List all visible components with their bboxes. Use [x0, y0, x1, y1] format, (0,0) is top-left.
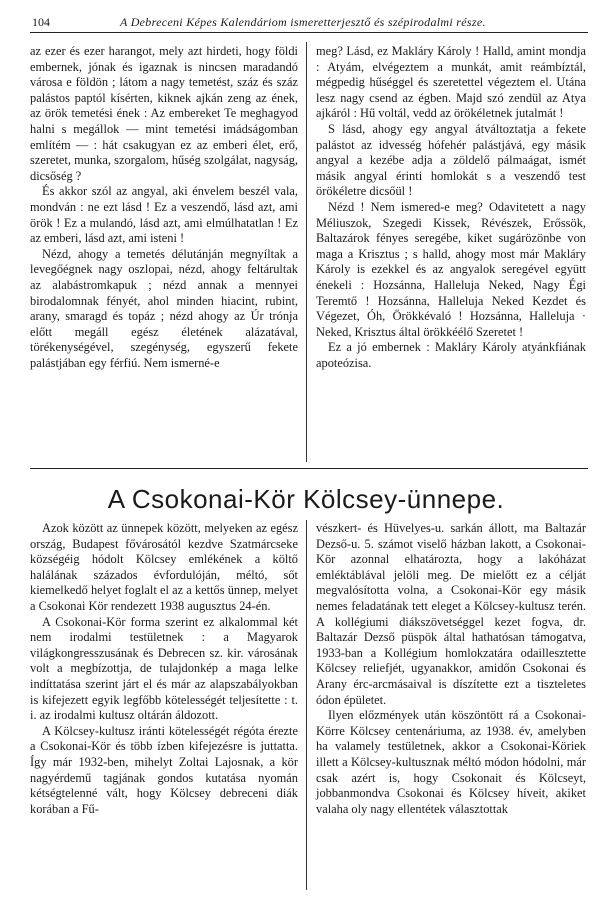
paragraph: meg? Lásd, ez Makláry Károly ! Halld, amint mondja : Atyám, elvégeztem a munkát, amit reámbíztál, mégpedig hűséggel és szeretettel végeztem el. Utána lesz nagy csend az égben. Majd szó zendül az Atya ajkáról : Hű voltál, vedd az örökéletnek jutalmát ! — [316, 44, 586, 121]
column-divider-top — [306, 42, 307, 462]
section-separator — [30, 468, 588, 469]
paragraph: Azok között az ünnepek között, melyeken az egész ország, Budapest fővárosától kezdve Szatmárcseke községéig hódolt Kölcsey emlékének a költő halálának százados évfordulóján, méltó, sőt kiemelkedő helyet foglalt el az a kettős ünnep, melyet a Csokonai Kör rendezett 1938 augusztus 24-én. — [30, 521, 298, 613]
article-title: A Csokonai-Kör Kölcsey-ünnepe. — [107, 484, 505, 514]
bottom-left-column — [30, 521, 298, 817]
paragraph: Ilyen előzmények után köszöntött rá a Csokonai-Körre Kölcsey centenáriuma, az 1938. év, amelyben ha valamely testületnek, akkor a Csokonai-Köriek illett a Kölcsey-kultusznak méltó módon hódolni, már csak azért is, hogy Csokonait és Kölcseyt, jobbanmondva Csokonai és Kölcsey híveit, akiket valaha oly nagy ellentétek választottak — [316, 708, 586, 816]
paragraph: Nézd, ahogy a temetés délutánján megnyíltak a levegőégnek nagy oszlopai, nézd, ahogy feltárultak az alabástromkapuk ; nézd annak a mennyei birodalomnak fényét, ahol minden hiacint, rubint, arany, smaragd és topáz ; nézd ahogy az Úr trónja előtt megáll egész életének alázatával, törékenységével, szegénység, egyszerű fekete palástjában egy férfiú. Nem ismerné-e — [30, 246, 298, 370]
paragraph: A Csokonai-Kör forma szerint ez alkalommal két nem irodalmi testületnek : a Magyarok világkongresszusának és Debrecen sz. kir. városának volt a megbízottja, de tulajdonkép a maga lelke indíttatása szerint járt el és már az alapszabályokban is kifejezett egyik legfőbb kötelességét teljesítette : t. i. az irodalmi kultusz oltárán áldozott. — [30, 614, 298, 723]
paragraph: S lásd, ahogy egy angyal átváltoztatja a fekete palástot az idvesség hófehér palástjává, egy másik angyal a kezébe adja a zöldelő pálmaágat, ismét másik angyal érinti homlokát s a veszendő test örökéletre dicsőül ! — [316, 121, 586, 199]
paragraph: az ezer és ezer harangot, mely azt hirdeti, hogy földi embernek, jónak és igaznak is nincsen maradandó városa e földön ; látom a nagy temetést, száz és száz palástos paptól kísérten, kiknek ajkán zeng az ének, az örök temetési ének : Az embereket Te meghagyod halni s megállok — mint temetési imádságomban említém — : hát csakugyan ez az emberi élet, erő, szeretet, munka, szorgalom, hűség szolgálat, nagyság, dicsőség ? — [30, 44, 298, 183]
column-divider-bottom — [306, 520, 307, 890]
paragraph: Nézd ! Nem ismered-e meg? Odavitetett a nagy Méliuszok, Szegedi Kissek, Révészek, Erőssök, Baltazárok fényes seregébe, kiket sugárözönbe von maga a Krisztus ; s halld, ahogy most már Makláry Károly is ezekkel és az angyalok seregével együtt énekeli : Hozsánna, Halleluja Neked, Nagy Égi Teremtő ! Hozsánna, Halleluja Neked Kezdet és Végezet, Óh, Örökkévaló ! Hozsánna, Halleluja · Neked, Krisztus által örökkéélő Szeretet ! — [316, 199, 586, 339]
paragraph: És akkor szól az angyal, aki énvelem beszél vala, mondván : ne ezt lásd ! Ez a veszendő, lásd azt, ami örök ! Ez a mulandó, lásd azt, ami elmúlhatatlan ! Ez az emberi, lásd azt, ami isteni ! — [30, 184, 298, 246]
running-header — [30, 14, 588, 33]
top-right-column — [316, 44, 586, 371]
page-number: 104 — [32, 15, 50, 29]
top-left-column — [30, 44, 298, 371]
bottom-right-column — [316, 521, 586, 817]
running-title: A Debreceni Képes Kalendáriom ismeretterjesztő és szépirodalmi része. — [120, 15, 486, 29]
paragraph: Ez a jó embernek : Makláry Károly atyánkfiának apoteózisa. — [316, 340, 586, 370]
paragraph: vészkert- és Hüvelyes-u. sarkán állott, ma Baltazár Dezső-u. 5. számot viselő házban lakott, a Csokonai-Kör azonnal elhatározta, hogy a lakóházat emléktáblával jelöli meg. De mielőtt ez a célját megvalósította volna, a Csokonai-Kör egy másik nemes feladatának tett eleget a Kölcsey-kultusz terén. A kollégiumi diákszövetséggel kezet fogva, dr. Baltazár Dezső püspök által hathatósan támogatva, 1933-ban a Kollégium homlokzatára odaillesztette Kölcsey reliefjét, ugyanakkor, amidőn Csokonai és Arany érc-arcmásaival is díszítette ezt a tiszteletes ódon épületet. — [316, 521, 586, 707]
paragraph: A Kölcsey-kultusz iránti kötelességét régóta érezte a Csokonai-Kör és több ízben kifejezésre is juttatta. Így már 1932-ben, mihelyt Zoltai Lajosnak, a kör nagyérdemű tagjának gondos kutatása nyomán kétségtelenné vált, hogy Kölcsey debreceni diák korában a Fű- — [30, 723, 298, 816]
